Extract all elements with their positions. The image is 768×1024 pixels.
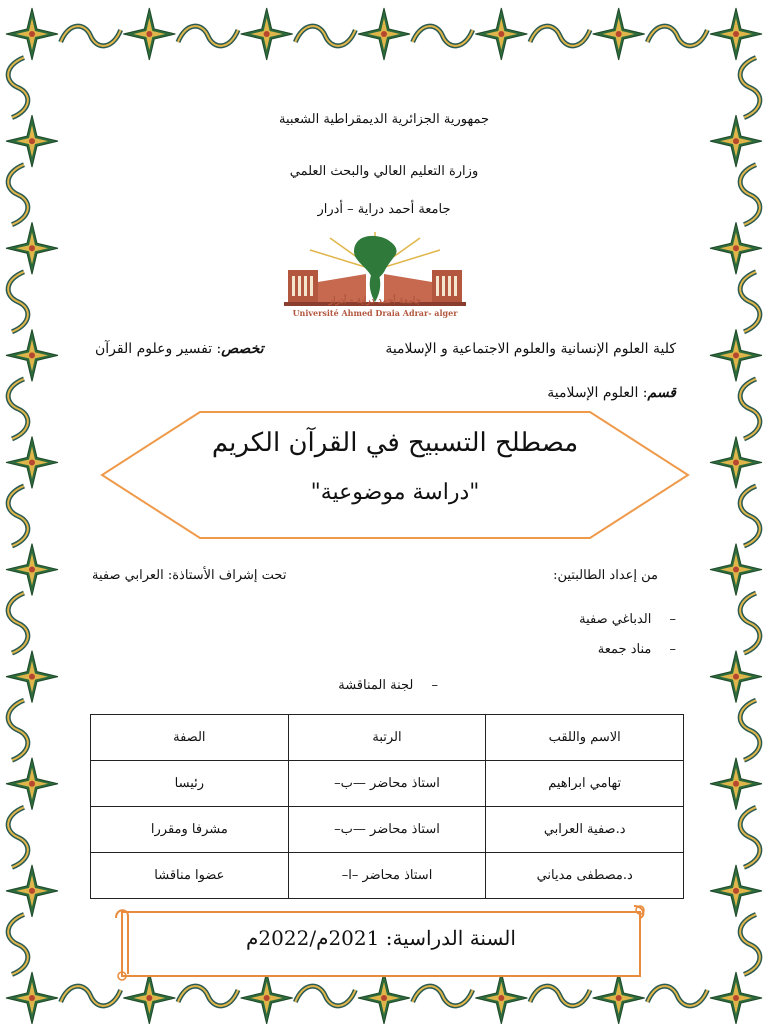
student-name: – الدباغي صفية: [579, 612, 676, 627]
table-row: [91, 807, 684, 853]
department-line: [547, 385, 676, 401]
ministry-name: وزارة التعليم العالي والبحث العلمي: [289, 164, 479, 179]
table-cell: استاذ محاضر —ب–: [288, 807, 486, 853]
table-cell: استاذ محاضر –ا–: [288, 853, 486, 899]
prepared-by-label: من إعداد الطالبتين:: [553, 568, 658, 583]
specialty-label: تخصص: [221, 341, 264, 357]
student-name: – مناد جمعة: [598, 642, 676, 657]
thesis-title: مصطلح التسبيح في القرآن الكريم: [211, 428, 579, 458]
table-header-cell: الصفة: [91, 715, 289, 761]
thesis-subtitle: "دراسة موضوعية": [310, 480, 480, 505]
table-row: [91, 761, 684, 807]
logo-latin-caption: Université Ahmed Draia Adrar- alger: [292, 308, 458, 318]
academic-year: السنة الدراسية: 2021م/2022م: [246, 926, 516, 950]
republic-name: جمهورية الجزائرية الديمقراطية الشعبية: [278, 112, 490, 127]
specialty-value: : تفسير وعلوم القرآن: [95, 341, 222, 357]
table-cell: رئيسا: [91, 761, 289, 807]
table-header-cell: الاسم واللقب: [486, 715, 684, 761]
table-cell: د.صفية العرابي: [486, 807, 684, 853]
table-cell: تهامي ابراهيم: [486, 761, 684, 807]
committee-table: [90, 714, 684, 899]
table-header-cell: الرتبة: [288, 715, 486, 761]
table-row: [91, 853, 684, 899]
department-label: قسم: [647, 385, 676, 401]
table-cell: استاذ محاضر —ب–: [288, 761, 486, 807]
thesis-title-box: [100, 410, 690, 540]
supervisor-line: تحت إشراف الأستاذة: العرابي صفية: [92, 568, 287, 583]
logo-arabic-caption: جامعة أحمد دراية - أدرار: [328, 296, 422, 306]
committee-label: – لجنة المناقشة: [338, 678, 438, 693]
table-cell: مشرفا ومقررا: [91, 807, 289, 853]
department-value: : العلوم الإسلامية: [547, 385, 648, 401]
table-cell: د.مصطفى مدياني: [486, 853, 684, 899]
table-cell: عضوا مناقشا: [91, 853, 289, 899]
faculty-name: كلية العلوم الإنسانية والعلوم الاجتماعية و الإسلامية: [385, 341, 676, 357]
table-header-row: [91, 715, 684, 761]
university-name: جامعة أحمد دراية – أدرار: [317, 202, 451, 217]
academic-year-scroll: [112, 904, 650, 982]
university-logo: [270, 230, 480, 322]
specialty-line: [95, 341, 264, 357]
